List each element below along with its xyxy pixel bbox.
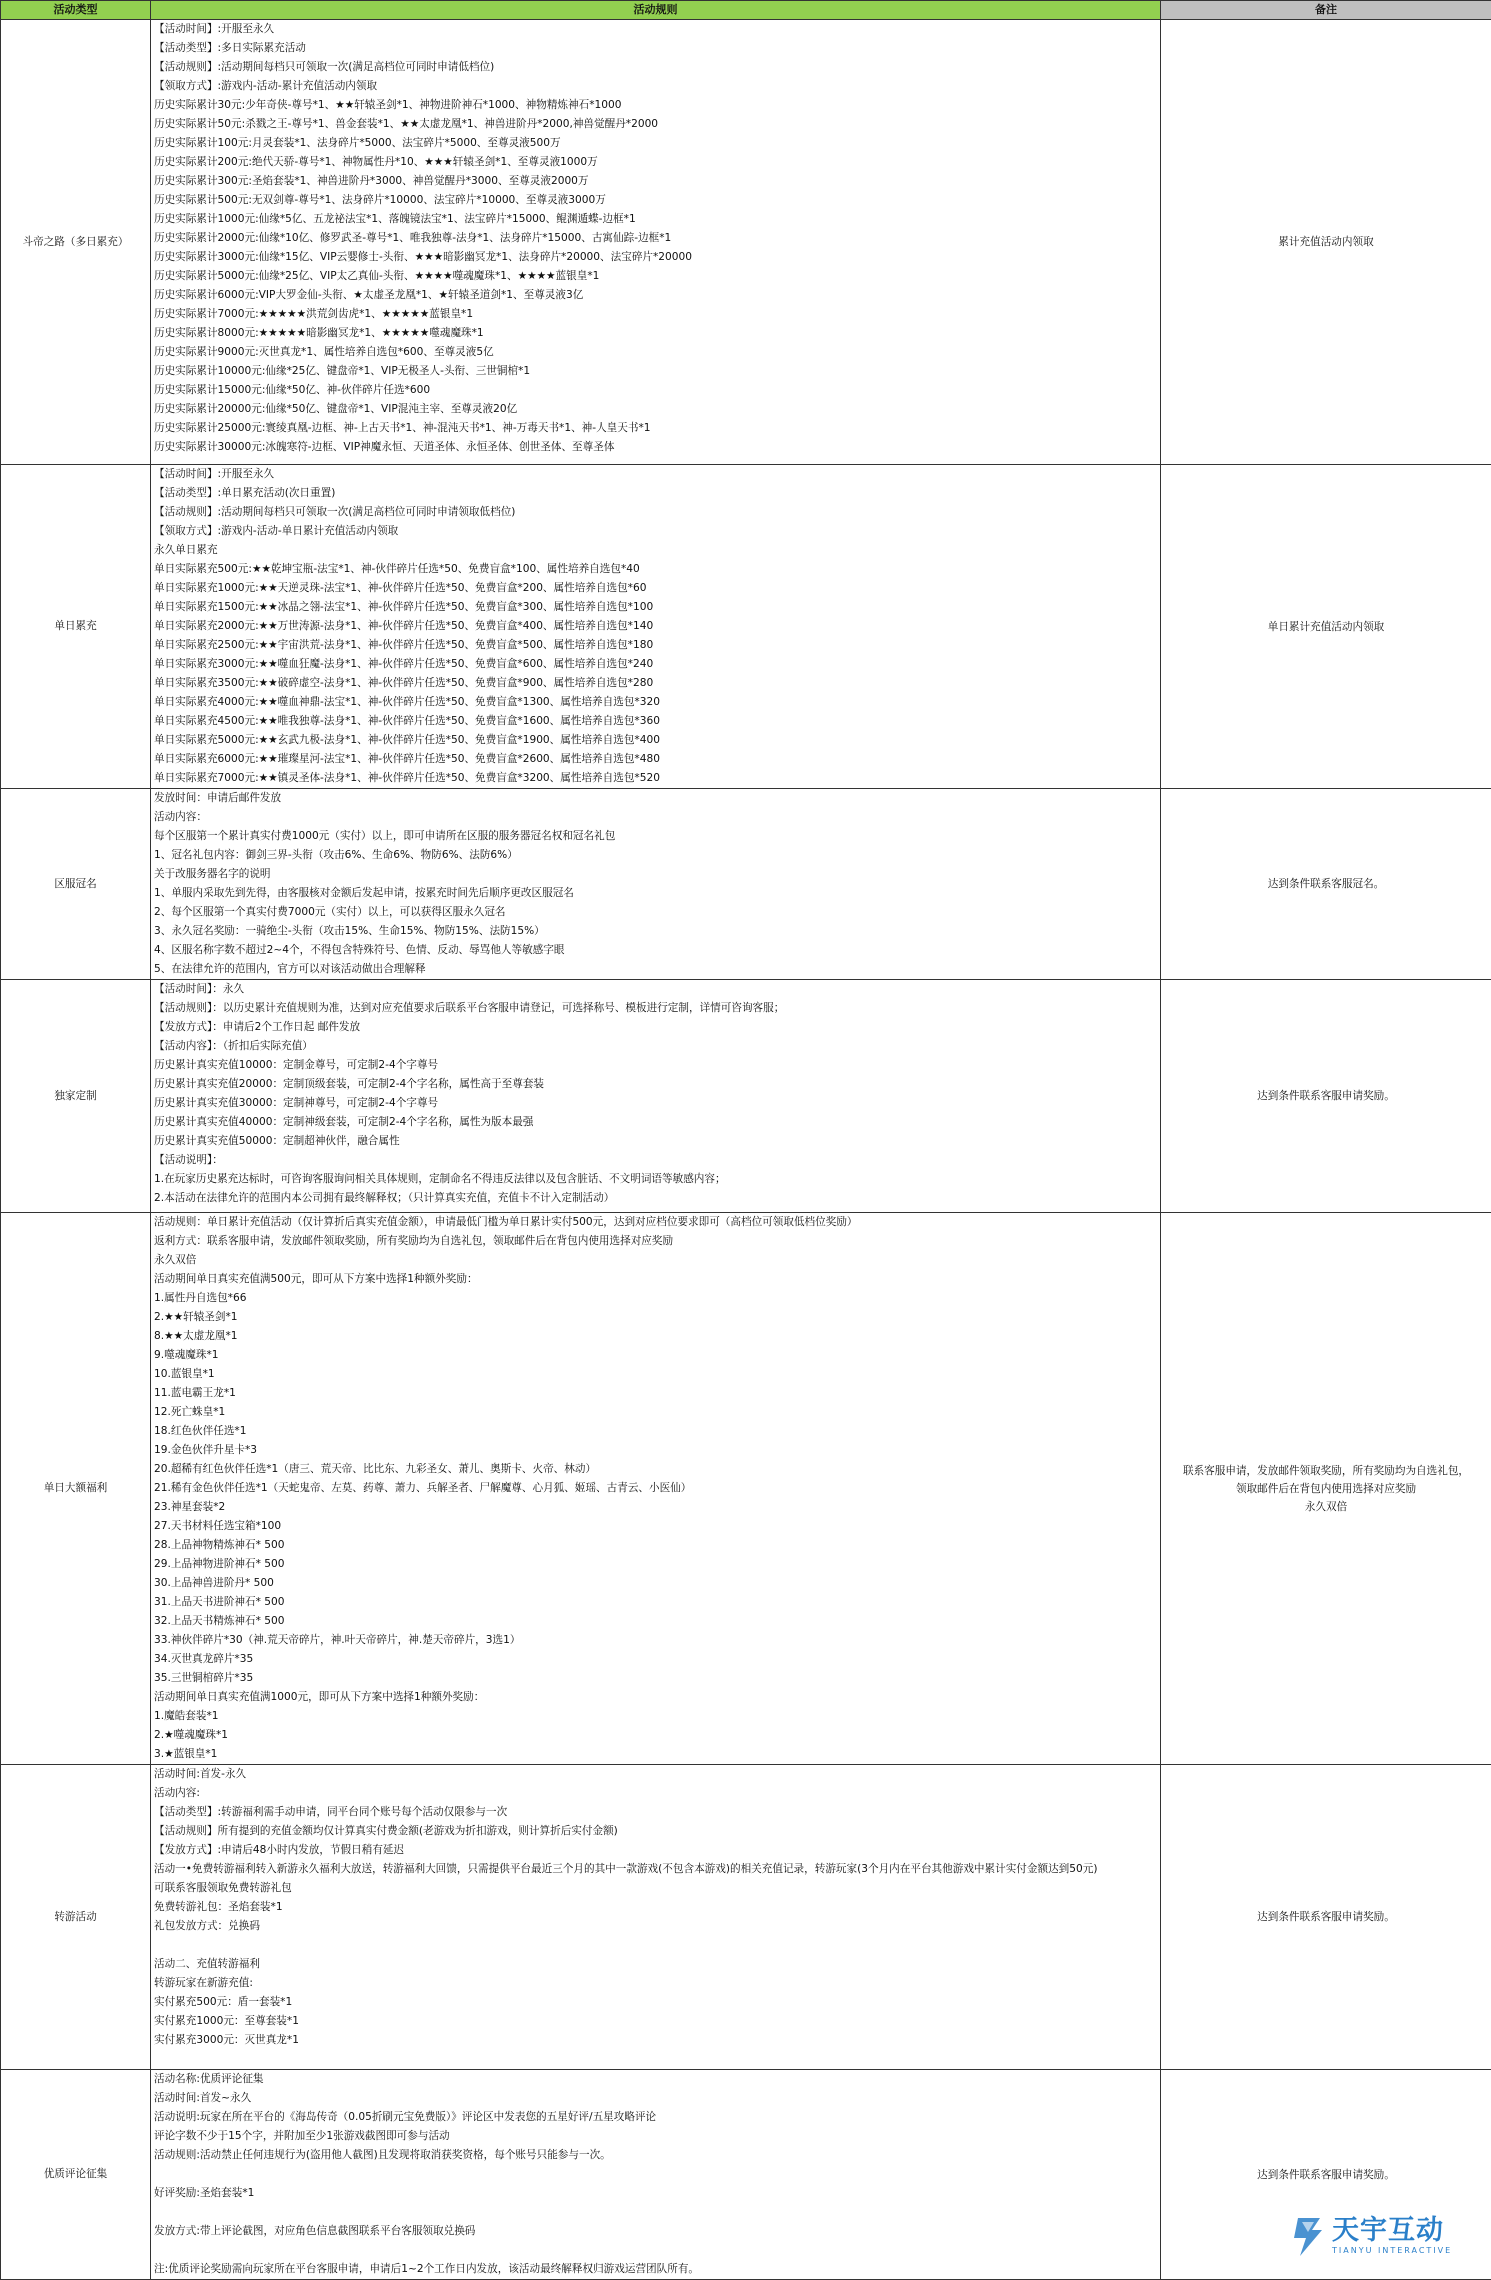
rule-line: 18.红色伙伴任选*1 [154, 1422, 1157, 1441]
note-line: 达到条件联系客服申请奖励。 [1167, 1087, 1485, 1105]
activity-type-cell: 优质评论征集 [1, 2070, 151, 2280]
rule-line: 活动二、充值转游福利 [154, 1955, 1157, 1974]
activity-rules-cell [151, 1765, 1161, 2070]
rule-line: 1、冠名礼包内容：御剑三界-头衔（攻击6%、生命6%、物防6%、法防6%） [154, 846, 1157, 865]
note-line: 达到条件联系客服冠名。 [1167, 875, 1485, 893]
rule-line: 活动说明:玩家在所在平台的《海岛传奇（0.05折刷元宝免费版）》评论区中发表您的五星好评/五星攻略评论 [154, 2108, 1157, 2127]
rule-line: 发放时间：申请后邮件发放 [154, 789, 1157, 808]
rule-line [154, 2203, 1157, 2222]
rule-line: 活动规则:活动禁止任何违规行为(盗用他人截图)且发现将取消获奖资格，每个账号只能参与一次。 [154, 2146, 1157, 2165]
rule-line: 【发放方式】：申请后2个工作日起 邮件发放 [154, 1018, 1157, 1037]
rule-line: 1.魔皓套装*1 [154, 1707, 1157, 1726]
header-note: 备注 [1161, 1, 1491, 20]
note-line: 永久双倍 [1167, 1498, 1485, 1516]
rule-line: 历史实际累计3000元:仙缘*15亿、VIP云婴修士-头衔、★★★暗影幽冥龙*1、法身碎片*20000、法宝碎片*20000 [154, 248, 1157, 267]
rule-line: 历史累计真实充值30000：定制神尊号，可定制2-4个字尊号 [154, 1094, 1157, 1113]
rule-line: 活动期间单日真实充值满1000元，即可从下方案中选择1种额外奖励： [154, 1688, 1157, 1707]
rule-line: 【活动规则】:活动期间每档只可领取一次(满足高档位可同时申请领取低档位) [154, 503, 1157, 522]
rule-line: 30.上品神兽进阶丹* 500 [154, 1574, 1157, 1593]
rule-line: 【发放方式】:申请后48小时内发放，节假日稍有延迟 [154, 1841, 1157, 1860]
rule-line: 历史实际累计10000元:仙缘*25亿、键盘帝*1、VIP无极圣人-头衔、三世铜棺*1 [154, 362, 1157, 381]
rule-line: 历史实际累计25000元:寰绫真凰-边框、神-上古天书*1、神-混沌天书*1、神-万毒天书*1、神-人皇天书*1 [154, 419, 1157, 438]
rule-line: 历史累计真实充值20000：定制顶级套装，可定制2-4个字名称，属性高于至尊套装 [154, 1075, 1157, 1094]
note-cell [1161, 789, 1491, 980]
rule-line: 1.在玩家历史累充达标时，可咨询客服询问相关具体规则，定制命名不得违反法律以及包含脏话、不文明词语等敏感内容； [154, 1170, 1157, 1189]
rule-line: 每个区服第一个累计真实付费1000元（实付）以上，即可申请所在区服的服务器冠名权和冠名礼包 [154, 827, 1157, 846]
rule-line: 关于改服务器名字的说明 [154, 865, 1157, 884]
rule-line: 单日实际累充5000元:★★玄武九极-法身*1、神-伙伴碎片任选*50、免费盲盒*1900、属性培养自选包*400 [154, 731, 1157, 750]
note-line: 联系客服申请，发放邮件领取奖励，所有奖励均为自选礼包， [1167, 1462, 1485, 1480]
activity-rules-cell [151, 980, 1161, 1213]
rule-line: 单日实际累充4000元:★★噬血神鼎-法宝*1、神-伙伴碎片任选*50、免费盲盒*1300、属性培养自选包*320 [154, 693, 1157, 712]
activity-rules-cell [151, 1213, 1161, 1765]
rule-line: 28.上品神物精炼神石* 500 [154, 1536, 1157, 1555]
watermark-cn: 天宇互动 [1332, 2216, 1452, 2246]
rule-line: 历史实际累计200元:绝代天骄-尊号*1、神物属性丹*10、★★★轩辕圣剑*1、至尊灵液1000万 [154, 153, 1157, 172]
rule-line: 实付累充500元：盾一套装*1 [154, 1993, 1157, 2012]
rule-line: 历史实际累计9000元:灭世真龙*1、属性培养自选包*600、至尊灵液5亿 [154, 343, 1157, 362]
rule-line: 31.上品天书进阶神石* 500 [154, 1593, 1157, 1612]
rule-line: 12.死亡蛛皇*1 [154, 1403, 1157, 1422]
rule-line: 实付累充1000元：至尊套装*1 [154, 2012, 1157, 2031]
note-line: 达到条件联系客服申请奖励。 [1167, 1908, 1485, 1926]
rule-line: 【活动时间】:开服至永久 [154, 465, 1157, 484]
rule-line: 1、单服内采取先到先得，由客服核对金额后发起申请，按累充时间先后顺序更改区服冠名 [154, 884, 1157, 903]
rule-line: 永久双倍 [154, 1251, 1157, 1270]
activity-rules-cell [151, 2070, 1161, 2280]
rule-line: 23.神星套装*2 [154, 1498, 1157, 1517]
rule-line: 【活动规则】所有提到的充值金额均仅计算真实付费金额(老游戏为折扣游戏，则计算折后实付金额) [154, 1822, 1157, 1841]
rule-line: 活动一•免费转游福利转入新游永久福利大放送，转游福利大回馈，只需提供平台最近三个月的其中一款游戏(不包含本游戏)的相关充值记录，转游玩家(3个月内在平台其他游戏中累计实付金额达到50元) [154, 1860, 1157, 1879]
table-row [1, 789, 1491, 980]
rule-line: 单日实际累充2500元:★★宇宙洪荒-法身*1、神-伙伴碎片任选*50、免费盲盒*500、属性培养自选包*180 [154, 636, 1157, 655]
rule-line: 单日实际累充3500元:★★破碎虚空-法身*1、神-伙伴碎片任选*50、免费盲盒*900、属性培养自选包*280 [154, 674, 1157, 693]
rule-line: 27.天书材料任选宝箱*100 [154, 1517, 1157, 1536]
rule-line: 历史实际累计500元:无双剑尊-尊号*1、法身碎片*10000、法宝碎片*10000、至尊灵液3000万 [154, 191, 1157, 210]
note-cell [1161, 20, 1491, 465]
rule-line: 单日实际累充4500元:★★唯我独尊-法身*1、神-伙伴碎片任选*50、免费盲盒*1600、属性培养自选包*360 [154, 712, 1157, 731]
rule-line: 9.噬魂魔珠*1 [154, 1346, 1157, 1365]
table-row [1, 20, 1491, 465]
note-cell [1161, 1213, 1491, 1765]
rule-line: 【活动内容】：（折扣后实际充值） [154, 1037, 1157, 1056]
rule-line: 2、每个区服第一个真实付费7000元（实付）以上，可以获得区服永久冠名 [154, 903, 1157, 922]
header-activity-rules: 活动规则 [151, 1, 1161, 20]
rule-line: 历史实际累计100元:月灵套装*1、法身碎片*5000、法宝碎片*5000、至尊灵液500万 [154, 134, 1157, 153]
table-row [1, 1765, 1491, 2070]
note-line: 达到条件联系客服申请奖励。 [1167, 2166, 1485, 2184]
rule-line: 【活动说明】： [154, 1151, 1157, 1170]
rule-line: 活动期间单日真实充值满500元，即可从下方案中选择1种额外奖励： [154, 1270, 1157, 1289]
rule-line: 单日实际累充2000元:★★万世涛源-法身*1、神-伙伴碎片任选*50、免费盲盒*400、属性培养自选包*140 [154, 617, 1157, 636]
rule-line: 单日实际累充500元:★★乾坤宝瓶-法宝*1、神-伙伴碎片任选*50、免费盲盒*100、属性培养自选包*40 [154, 560, 1157, 579]
rule-line: 历史实际累计30000元:冰魄寒符-边框、VIP神魔永恒、天道圣体、永恒圣体、创世圣体、至尊圣体 [154, 438, 1157, 457]
rule-line: 8.★★太虚龙凰*1 [154, 1327, 1157, 1346]
rule-line: 1.属性丹自选包*66 [154, 1289, 1157, 1308]
rule-line [154, 1936, 1157, 1955]
rule-line: 永久单日累充 [154, 541, 1157, 560]
rule-line: 19.金色伙伴升星卡*3 [154, 1441, 1157, 1460]
rule-line: 11.蓝电霸王龙*1 [154, 1384, 1157, 1403]
rule-line: 10.蓝银皇*1 [154, 1365, 1157, 1384]
activity-type-cell: 单日大额福利 [1, 1213, 151, 1765]
rule-line: 活动时间:首发-永久 [154, 1765, 1157, 1784]
rule-line: 历史累计真实充值10000：定制金尊号，可定制2-4个字尊号 [154, 1056, 1157, 1075]
rule-line: 3.★蓝银皇*1 [154, 1745, 1157, 1764]
rule-line: 历史实际累计30元:少年奇侠-尊号*1、★★轩辕圣剑*1、神物进阶神石*1000、神物精炼神石*1000 [154, 96, 1157, 115]
note-line: 累计充值活动内领取 [1167, 233, 1485, 251]
rule-line: 2.本活动在法律允许的范围内本公司拥有最终解释权；（只计算真实充值，充值卡不计入定制活动） [154, 1189, 1157, 1208]
rule-line: 2.★噬魂魔珠*1 [154, 1726, 1157, 1745]
rule-line: 活动内容： [154, 808, 1157, 827]
rule-line: 单日实际累充6000元:★★璀璨星河-法宝*1、神-伙伴碎片任选*50、免费盲盒*2600、属性培养自选包*480 [154, 750, 1157, 769]
activity-type-cell: 单日累充 [1, 465, 151, 789]
rule-line: 【活动时间】：永久 [154, 980, 1157, 999]
note-cell [1161, 465, 1491, 789]
table-row [1, 2070, 1491, 2280]
rule-line: 历史实际累计50元:杀戮之王-尊号*1、兽金套装*1、★★太虚龙凰*1、神兽进阶丹*2000,神兽觉醒丹*2000 [154, 115, 1157, 134]
activity-type-cell: 区服冠名 [1, 789, 151, 980]
rule-line: 单日实际累充3000元:★★噬血狂魔-法身*1、神-伙伴碎片任选*50、免费盲盒*600、属性培养自选包*240 [154, 655, 1157, 674]
activity-type-cell: 斗帝之路（多日累充） [1, 20, 151, 465]
header-activity-type: 活动类型 [1, 1, 151, 20]
rule-line: 【活动类型】:多日实际累充活动 [154, 39, 1157, 58]
rule-line: 历史实际累计2000元:仙缘*10亿、修罗武圣-尊号*1、唯我独尊-法身*1、法身碎片*15000、古寓仙踪-边框*1 [154, 229, 1157, 248]
rule-line: 【活动类型】:单日累充活动(次日重置) [154, 484, 1157, 503]
rule-line [154, 2241, 1157, 2260]
rule-line: 历史实际累计20000元:仙缘*50亿、键盘帝*1、VIP混沌主宰、至尊灵液20亿 [154, 400, 1157, 419]
rule-line: 评论字数不少于15个字，并附加至少1张游戏截图即可参与活动 [154, 2127, 1157, 2146]
rule-line: 历史实际累计6000元:VIP大罗金仙-头衔、★太虚圣龙凰*1、★轩辕圣道剑*1、至尊灵液3亿 [154, 286, 1157, 305]
rule-line: 历史实际累计1000元:仙缘*5亿、五龙祕法宝*1、落魄镜法宝*1、法宝碎片*15000、鲲渊遁蝶-边框*1 [154, 210, 1157, 229]
rule-line: 单日实际累充1500元:★★冰晶之翎-法宝*1、神-伙伴碎片任选*50、免费盲盒*300、属性培养自选包*100 [154, 598, 1157, 617]
note-cell [1161, 2070, 1491, 2280]
rule-line: 活动内容: [154, 1784, 1157, 1803]
table-row [1, 1213, 1491, 1765]
rule-line: 历史累计真实充值40000：定制神级套装，可定制2-4个字名称，属性为版本最强 [154, 1113, 1157, 1132]
table-row [1, 465, 1491, 789]
rule-line: 历史实际累计15000元:仙缘*50亿、神-伙伴碎片任选*600 [154, 381, 1157, 400]
rule-line: 35.三世铜棺碎片*35 [154, 1669, 1157, 1688]
rule-line: 活动规则：单日累计充值活动（仅计算折后真实充值金额），申请最低门槛为单日累计实付500元，达到对应档位要求即可（高档位可领取低档位奖励） [154, 1213, 1157, 1232]
rule-line: 20.超稀有红色伙伴任选*1（唐三、荒天帝、比比东、九彩圣女、萧儿、奥斯卡、火帝、林动） [154, 1460, 1157, 1479]
activity-type-cell: 转游活动 [1, 1765, 151, 2070]
rule-line: 34.灭世真龙碎片*35 [154, 1650, 1157, 1669]
rule-line: 【活动类型】:转游福利需手动申请，同平台同个账号每个活动仅限参与一次 [154, 1803, 1157, 1822]
rule-line: 注:优质评论奖励需向玩家所在平台客服申请，申请后1~2个工作日内发放，该活动最终解释权归游戏运营团队所有。 [154, 2260, 1157, 2279]
rule-line: 【活动规则】：以历史累计充值规则为准，达到对应充值要求后联系平台客服申请登记，可选择称号、模板进行定制，详情可咨询客服； [154, 999, 1157, 1018]
rule-line: 单日实际累充1000元:★★天逆灵珠-法宝*1、神-伙伴碎片任选*50、免费盲盒*200、属性培养自选包*60 [154, 579, 1157, 598]
rule-line: 【活动规则】:活动期间每档只可领取一次(满足高档位可同时申请低档位) [154, 58, 1157, 77]
rule-line: 2.★★轩辕圣剑*1 [154, 1308, 1157, 1327]
rule-line: 【领取方式】:游戏内-活动-单日累计充值活动内领取 [154, 522, 1157, 541]
activity-rules-cell [151, 20, 1161, 465]
rule-line: 免费转游礼包：圣焰套装*1 [154, 1898, 1157, 1917]
rule-line: 历史实际累计7000元:★★★★★洪荒剑齿虎*1、★★★★★蓝银皇*1 [154, 305, 1157, 324]
rule-line: 转游玩家在新游充值: [154, 1974, 1157, 1993]
note-cell [1161, 980, 1491, 1213]
rule-line: 活动名称:优质评论征集 [154, 2070, 1157, 2089]
rule-line: 好评奖励:圣焰套装*1 [154, 2184, 1157, 2203]
rule-line: 实付累充3000元：灭世真龙*1 [154, 2031, 1157, 2050]
rule-line: 3、永久冠名奖励：一骑绝尘-头衔（攻击15%、生命15%、物防15%、法防15%） [154, 922, 1157, 941]
rule-line: 活动时间:首发~永久 [154, 2089, 1157, 2108]
rule-line: 历史实际累计300元:圣焰套装*1、神兽进阶丹*3000、神兽觉醒丹*3000、至尊灵液2000万 [154, 172, 1157, 191]
rule-line [154, 2165, 1157, 2184]
rule-line: 4、区服名称字数不超过2~4个，不得包含特殊符号、色情、反动、辱骂他人等敏感字眼 [154, 941, 1157, 960]
table-header-row [1, 1, 1491, 20]
note-cell [1161, 1765, 1491, 2070]
table-row [1, 980, 1491, 1213]
activity-rules-cell [151, 789, 1161, 980]
rule-line: 可联系客服领取免费转游礼包 [154, 1879, 1157, 1898]
rule-line: 单日实际累充7000元:★★镇灵圣体-法身*1、神-伙伴碎片任选*50、免费盲盒*3200、属性培养自选包*520 [154, 769, 1157, 788]
rule-line: 礼包发放方式：兑换码 [154, 1917, 1157, 1936]
rule-line: 33.神伙伴碎片*30（神.荒天帝碎片，神.叶天帝碎片，神.楚天帝碎片，3选1） [154, 1631, 1157, 1650]
rule-line: 历史累计真实充值50000：定制超神伙伴，融合属性 [154, 1132, 1157, 1151]
rule-line: 5、在法律允许的范围内，官方可以对该活动做出合理解释 [154, 960, 1157, 979]
note-line: 领取邮件后在背包内使用选择对应奖励 [1167, 1480, 1485, 1498]
rule-line: 21.稀有金色伙伴任选*1（天蛇鬼帝、左莫、药尊、萧力、兵解圣者、尸解魔尊、心月狐、姬瑶、古青云、小医仙） [154, 1479, 1157, 1498]
activity-type-cell: 独家定制 [1, 980, 151, 1213]
rule-line: 发放方式:带上评论截图，对应角色信息截图联系平台客服领取兑换码 [154, 2222, 1157, 2241]
rule-line: 29.上品神物进阶神石* 500 [154, 1555, 1157, 1574]
rule-line: 返利方式：联系客服申请，发放邮件领取奖励，所有奖励均为自选礼包，领取邮件后在背包内使用选择对应奖励 [154, 1232, 1157, 1251]
watermark-en: TIANYU INTERACTIVE [1332, 2246, 1452, 2256]
note-line: 单日累计充值活动内领取 [1167, 618, 1485, 636]
rule-line: 历史实际累计8000元:★★★★★暗影幽冥龙*1、★★★★★噬魂魔珠*1 [154, 324, 1157, 343]
rule-line: 32.上品天书精炼神石* 500 [154, 1612, 1157, 1631]
rule-line: 【领取方式】:游戏内-活动-累计充值活动内领取 [154, 77, 1157, 96]
rule-line: 【活动时间】:开服至永久 [154, 20, 1157, 39]
activity-rules-cell [151, 465, 1161, 789]
rule-line: 历史实际累计5000元:仙缘*25亿、VIP太乙真仙-头衔、★★★★噬魂魔珠*1、★★★★蓝银皇*1 [154, 267, 1157, 286]
